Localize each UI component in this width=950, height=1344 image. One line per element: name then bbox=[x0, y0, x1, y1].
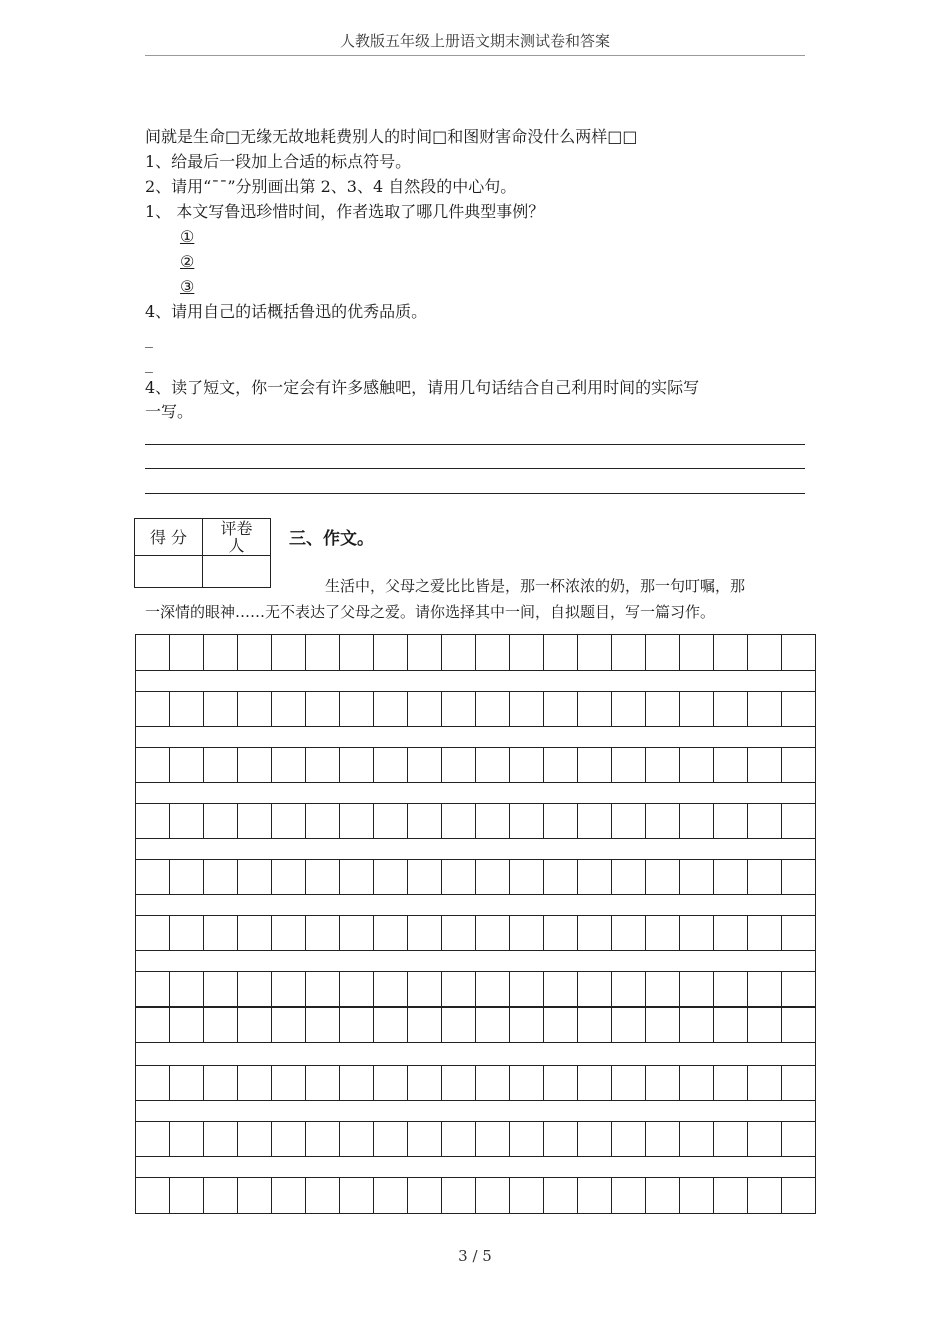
question-4: 4、请用自己的话概括鲁迅的优秀品质。 bbox=[145, 302, 428, 321]
grid-row[interactable] bbox=[136, 859, 815, 895]
answer-blank-1: _ bbox=[145, 329, 153, 348]
grader-label-line2: 人 bbox=[228, 536, 245, 555]
grid-row[interactable] bbox=[136, 747, 815, 783]
page-header: 人教版五年级上册语文期末测试卷和答案 bbox=[145, 30, 805, 56]
grid-row[interactable] bbox=[136, 1177, 815, 1213]
grid-row[interactable] bbox=[136, 915, 815, 951]
passage-tail: 间就是生命□无缘无故地耗费别人的时间□和图财害命没什么两样□□ bbox=[145, 127, 638, 146]
answer-line bbox=[145, 444, 805, 445]
grader-label bbox=[203, 519, 271, 556]
page-number: 3 / 5 bbox=[458, 1247, 492, 1265]
essay-prompt-line2: 一深情的眼神……无不表达了父母之爱。请你选择其中一间，自拟题目，写一篇习作。 bbox=[145, 603, 716, 621]
grader-cell[interactable] bbox=[203, 556, 271, 588]
grid-row[interactable] bbox=[136, 803, 815, 839]
answer-item-2: ② bbox=[180, 252, 195, 271]
grid-row[interactable] bbox=[136, 1121, 815, 1157]
question-1: 1、给最后一段加上合适的标点符号。 bbox=[145, 152, 412, 171]
score-cell[interactable] bbox=[135, 556, 203, 588]
grid-row[interactable] bbox=[136, 635, 815, 671]
question-2: 2、请用“ˉˉ”分别画出第 2、3、4 自然段的中心句。 bbox=[145, 177, 517, 196]
score-label: 得 分 bbox=[135, 519, 203, 556]
answer-line bbox=[145, 468, 805, 469]
question-5-line1: 4、读了短文，你一定会有许多感触吧，请用几句话结合自己利用时间的实际写 bbox=[145, 378, 700, 397]
grid-row[interactable] bbox=[136, 1065, 815, 1101]
grid-row[interactable] bbox=[136, 691, 815, 727]
question-5-line2: 一写。 bbox=[145, 402, 194, 421]
answer-item-1: ① bbox=[180, 227, 195, 246]
answer-line bbox=[145, 493, 805, 494]
answer-blank-2: _ bbox=[145, 354, 153, 373]
grid-row[interactable] bbox=[136, 1007, 815, 1043]
section-title: 三、作文。 bbox=[289, 529, 374, 549]
question-3: 1、 本文写鲁迅珍惜时间，作者选取了哪几件典型事例？ bbox=[145, 202, 545, 221]
grader-label-line1: 评卷 bbox=[220, 519, 253, 538]
essay-prompt-line1: 生活中，父母之爱比比皆是，那一杯浓浓的奶，那一句叮嘱，那 bbox=[325, 577, 746, 595]
score-box bbox=[134, 518, 271, 588]
essay-writing-grid[interactable] bbox=[135, 634, 816, 1214]
answer-item-3: ③ bbox=[180, 277, 195, 296]
grid-row[interactable] bbox=[136, 971, 815, 1007]
